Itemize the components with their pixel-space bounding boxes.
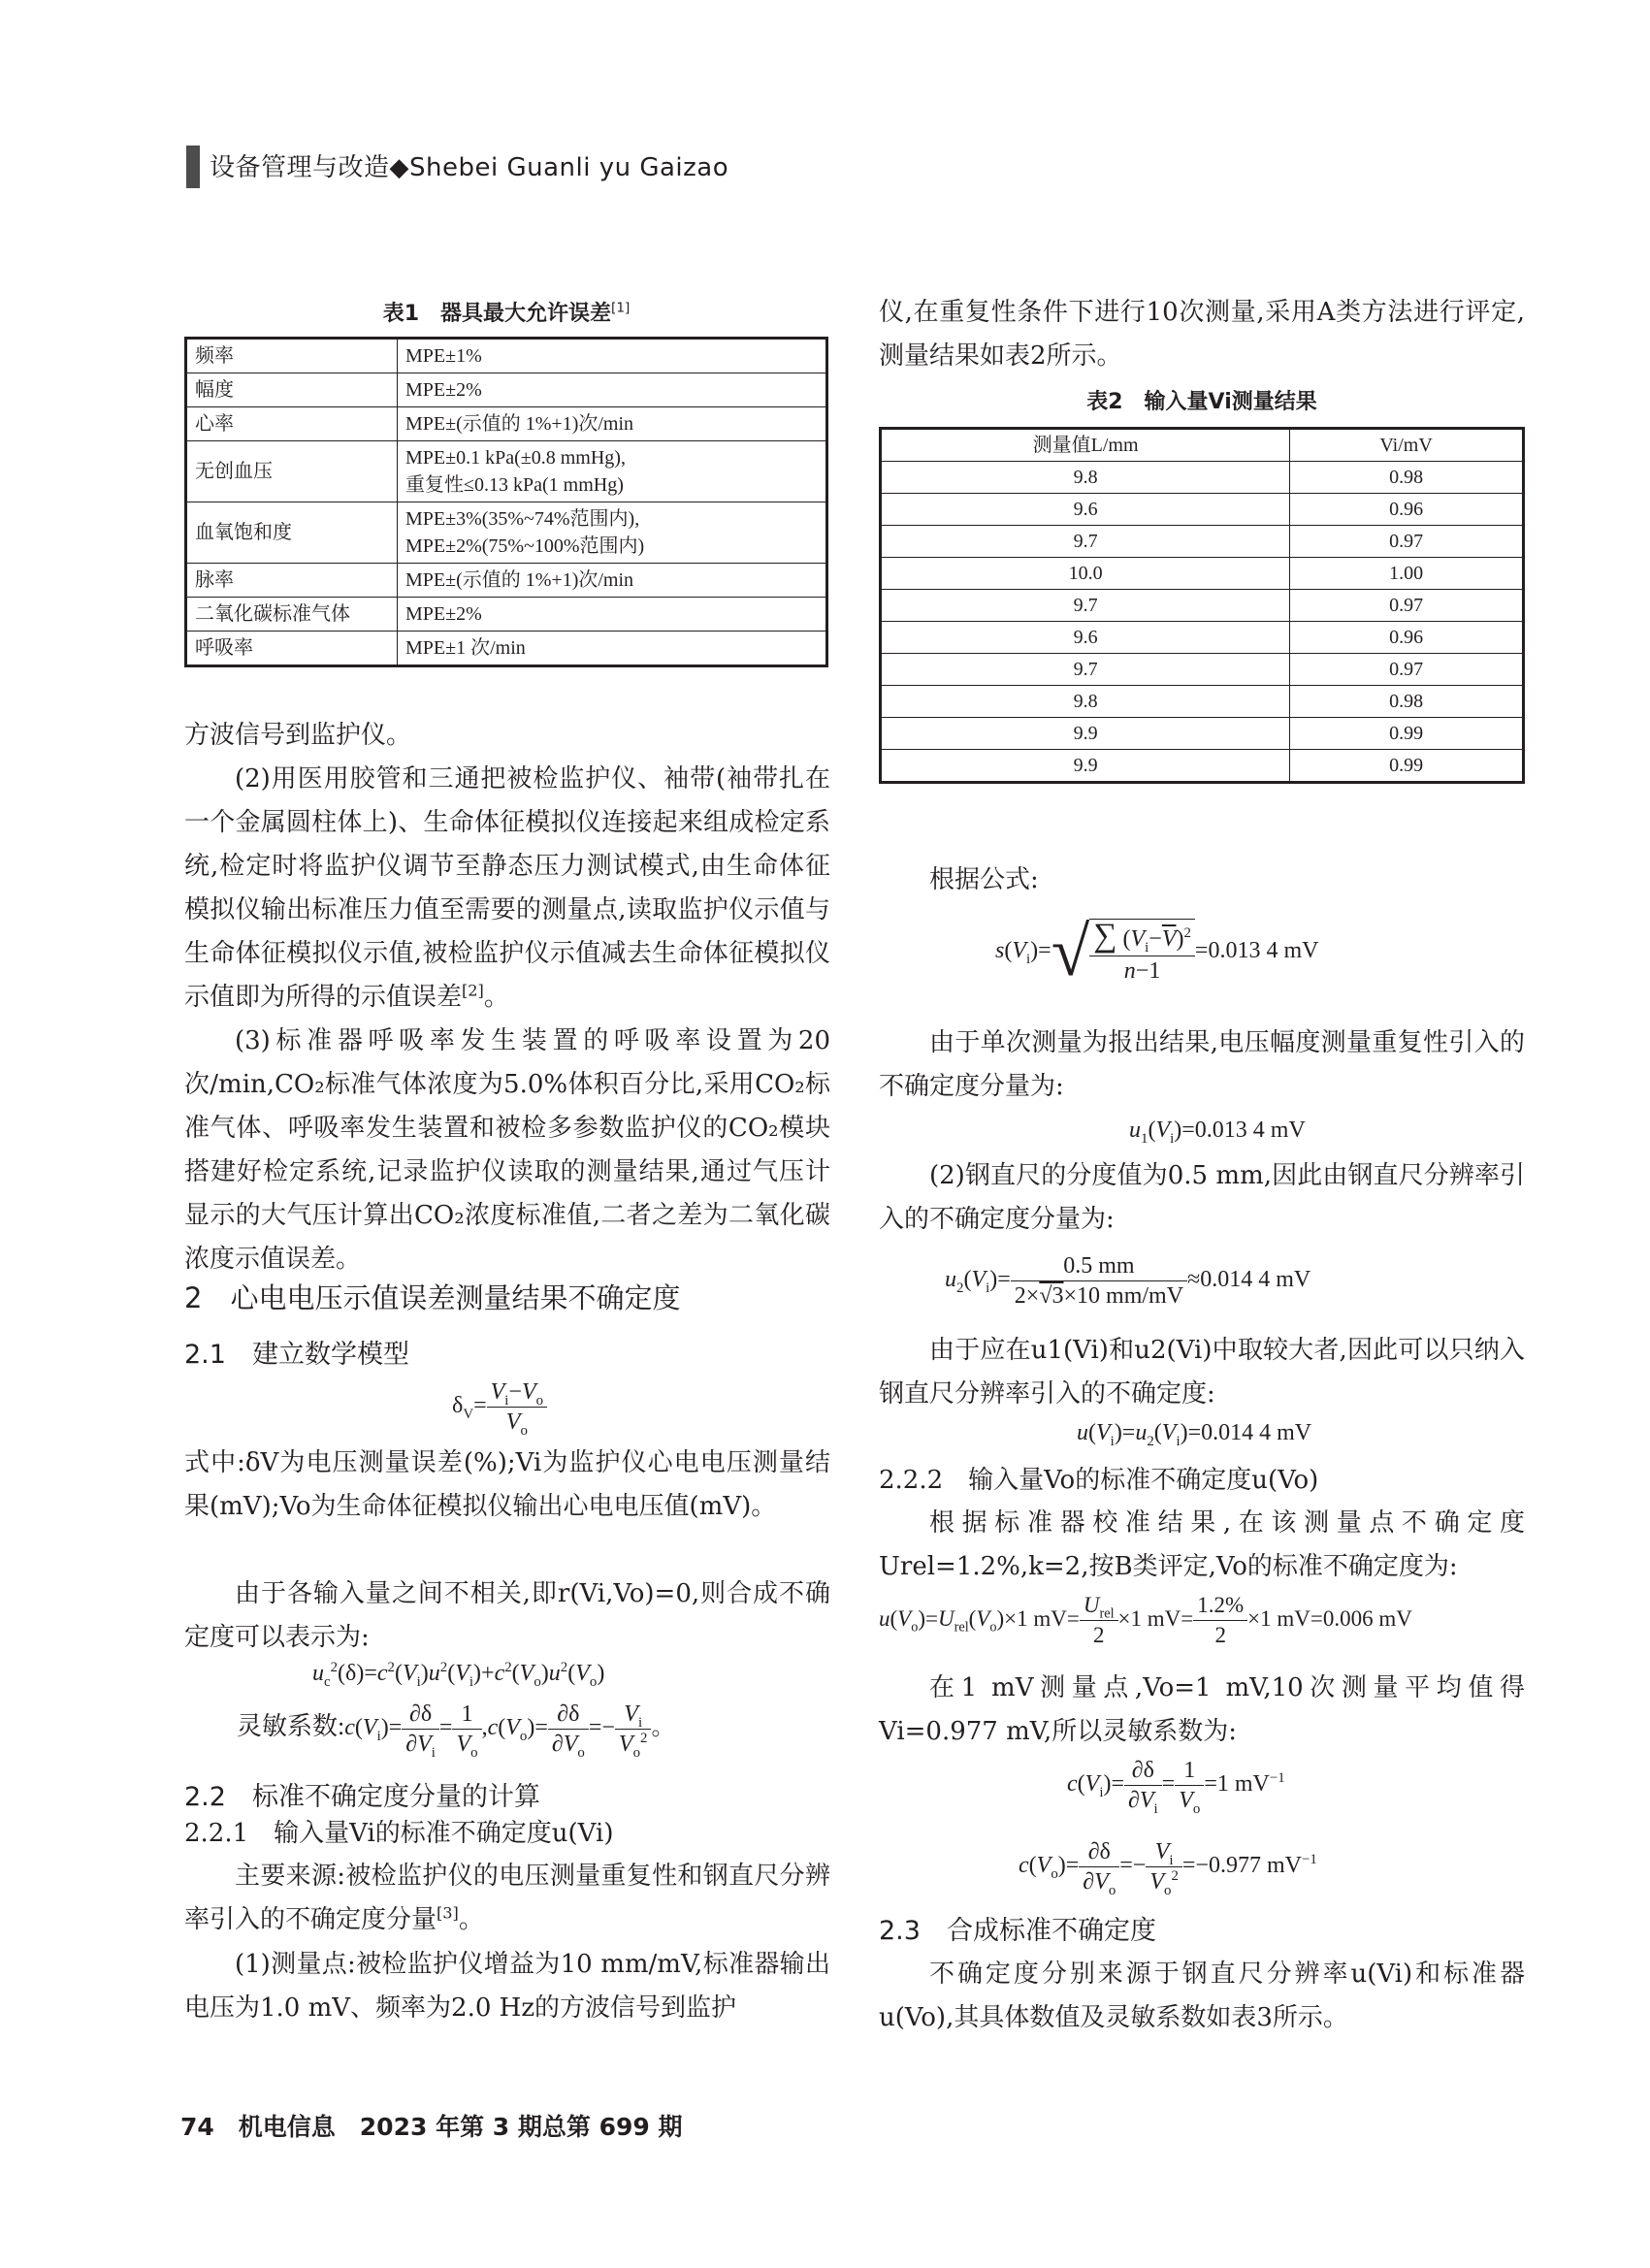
table1-mpe-line: MPE±2% bbox=[405, 603, 482, 625]
table1-item: 心率 bbox=[186, 407, 398, 441]
section-2-3-heading: 2.3 合成标准不确定度 bbox=[879, 1916, 1156, 1946]
table2-cell-l: 9.6 bbox=[881, 622, 1290, 654]
table2-row bbox=[881, 494, 1524, 526]
equation-delta-v: $\delta_V=$ $\frac{V_i-V_o}{V_o}$ bbox=[452, 1377, 547, 1437]
right-p3: 由于单次测量为报出结果,电压幅度测量重复性引入的不确定度分量为: bbox=[879, 1028, 1525, 1101]
table1-mpe-line: MPE±2%(75%~100%范围内) bbox=[405, 535, 645, 557]
section-2-2-2-heading: 2.2.2 输入量Vo的标准不确定度u(Vo) bbox=[879, 1466, 1319, 1495]
table2-cell-l: 10.0 bbox=[881, 558, 1290, 590]
table2-caption: 表2 输入量Vi测量结果 bbox=[1086, 390, 1317, 414]
section-2-2-1-heading: 2.2.1 输入量Vi的标准不确定度u(Vi) bbox=[184, 1819, 614, 1848]
table2-cell-l: 9.7 bbox=[881, 654, 1290, 686]
table1-mpe bbox=[398, 373, 827, 407]
table2 bbox=[879, 427, 1525, 784]
table1 bbox=[184, 337, 828, 667]
table2-cell-l: 9.7 bbox=[881, 526, 1290, 558]
table2-cell-l: 9.9 bbox=[881, 718, 1290, 750]
table1-mpe bbox=[398, 339, 827, 373]
section-2-1-heading: 2.1 建立数学模型 bbox=[184, 1340, 409, 1370]
table1-item: 二氧化碳标准气体 bbox=[186, 598, 398, 632]
table1-caption: 表1 器具最大允许误差[1] bbox=[382, 300, 631, 326]
right-p1: 仪,在重复性条件下进行10次测量,采用A类方法进行评定,测量结果如表2所示。 bbox=[879, 298, 1525, 371]
table1-row bbox=[186, 407, 827, 441]
table1-row bbox=[186, 598, 827, 632]
left-p6: 主要来源:被检监护仪的电压测量重复性和钢直尺分辨率引入的不确定度分量[3]。 bbox=[184, 1862, 830, 1934]
table1-item: 血氧饱和度 bbox=[186, 502, 398, 564]
table2-header-l: 测量值L/mm bbox=[881, 429, 1290, 462]
equation-u1: $u_1(V_i)=0.013$ 4 mV bbox=[1129, 1118, 1306, 1147]
header-bar bbox=[186, 146, 200, 188]
table2-cell-v: 0.98 bbox=[1290, 686, 1524, 718]
table1-mpe-line: 重复性≤0.13 kPa(1 mmHg) bbox=[405, 474, 624, 496]
table2-cell-l: 9.9 bbox=[881, 750, 1290, 783]
table2-cell-v: 0.97 bbox=[1290, 654, 1524, 686]
table2-row bbox=[881, 526, 1524, 558]
table2-cell-l: 9.7 bbox=[881, 590, 1290, 622]
equation-u-vo: $u(V_o)=U_{rel}(V_o)\times 1$ mV= $\frac{U_{rel}}{2}$ ×1 mV= $\frac{1.2\%}{2}$ ×1 mV=0.006 mV bbox=[879, 1593, 1412, 1647]
table1-item: 呼吸率 bbox=[186, 632, 398, 666]
right-p8: 不确定度分别来源于钢直尺分辨率u(Vi)和标准器u(Vo),其具体数值及灵敏系数如表3所示。 bbox=[879, 1960, 1525, 2032]
table2-header-v: Vi/mV bbox=[1290, 429, 1524, 462]
table2-cell-v: 0.97 bbox=[1290, 526, 1524, 558]
table1-mpe-line: MPE±(示值的 1%+1)次/min bbox=[405, 413, 634, 435]
table2-row bbox=[881, 686, 1524, 718]
table1-row bbox=[186, 564, 827, 598]
left-p1: 方波信号到监护仪。 bbox=[184, 721, 412, 750]
left-p3: (3)标准器呼吸率发生装置的呼吸率设置为20次/min,CO₂标准气体浓度为5.0%体积百分比,采用CO₂标准气体、呼吸率发生装置和被检多参数监护仪的CO₂模块搭建好检定系统,记录监护仪读取的测量结果,通过气压计显示的大气压计算出CO₂浓度标准值,二者之差为二氧化碳浓度示值误差。 bbox=[184, 1026, 830, 1274]
right-p6: 根据标准器校准结果,在该测量点不确定度Urel=1.2%,k=2,按B类评定,Vo的标准不确定度为: bbox=[879, 1508, 1525, 1581]
page-footer: 74 机电信息 2023 年第 3 期总第 699 期 bbox=[180, 2113, 683, 2141]
left-p7: (1)测量点:被检监护仪增益为10 mm/mV,标准器输出电压为1.0 mV、频率为2.0 Hz的方波信号到监护 bbox=[184, 1950, 830, 2023]
table1-mpe bbox=[398, 441, 827, 502]
table1-mpe bbox=[398, 632, 827, 666]
table2-cell-l: 9.8 bbox=[881, 686, 1290, 718]
right-p4: (2)钢直尺的分度值为0.5 mm,因此由钢直尺分辨率引入的不确定度分量为: bbox=[879, 1161, 1525, 1234]
table2-cell-l: 9.6 bbox=[881, 494, 1290, 526]
table1-row bbox=[186, 373, 827, 407]
table2-row bbox=[881, 558, 1524, 590]
equation-u: $u(V_i)=u_2(V_i)=0.014$ 4 mV bbox=[1077, 1420, 1312, 1449]
equation-c-vi: $c(V_i)=$ $\frac{\partial\delta}{\partial V_i}$ = $\frac{1}{V_o}$ =1 $mV^{-1}$ bbox=[1067, 1758, 1285, 1817]
table2-row bbox=[881, 590, 1524, 622]
table2-cell-v: 0.96 bbox=[1290, 494, 1524, 526]
table1-item: 频率 bbox=[186, 339, 398, 373]
table1-mpe-line: MPE±2% bbox=[405, 379, 482, 401]
table1-item: 无创血压 bbox=[186, 441, 398, 502]
table1-mpe-line: MPE±0.1 kPa(±0.8 mmHg), bbox=[405, 447, 626, 469]
table2-cell-v: 0.99 bbox=[1290, 718, 1524, 750]
table2-cell-l: 9.8 bbox=[881, 462, 1290, 494]
table1-item: 幅度 bbox=[186, 373, 398, 407]
section-2-2-heading: 2.2 标准不确定度分量的计算 bbox=[184, 1782, 540, 1812]
table1-mpe bbox=[398, 598, 827, 632]
table1-mpe bbox=[398, 564, 827, 598]
equation-u2: $u_2(V_i)=$ $\frac{0.5 mm}{2\times√3\times 10 mm/mV}$ ≈0.014 4 mV bbox=[945, 1253, 1311, 1309]
table1-mpe-line: MPE±1 次/min bbox=[405, 637, 526, 659]
equation-c-vo: $c(V_o)=$ $\frac{\partial\delta}{\partial V_o}$ =− $\frac{V_i}{V_o^2}$ =−0.977 $mV^{-1}$ bbox=[1019, 1839, 1317, 1898]
table1-row bbox=[186, 441, 827, 502]
right-p7: 在1 mV测量点,Vo=1 mV,10次测量平均值得Vi=0.977 mV,所以灵敏系数为: bbox=[879, 1673, 1525, 1746]
left-p2: (2)用医用胶管和三通把被检监护仪、袖带(袖带扎在一个金属圆柱体上)、生命体征模拟仪连接起来组成检定系统,检定时将监护仪调节至静态压力测试模式,由生命体征模拟仪输出标准压力值至需要的测量点,读取监护仪示值与生命体征模拟仪示值,被检监护仪示值减去生命体征模拟仪示值即为所得的示值误差[2]。 bbox=[184, 764, 830, 1012]
right-p5: 由于应在u1(Vi)和u2(Vi)中取较大者,因此可以只纳入钢直尺分辨率引入的不确定度: bbox=[879, 1336, 1525, 1409]
table1-mpe-line: MPE±(示值的 1%+1)次/min bbox=[405, 569, 634, 591]
table2-cell-v: 0.96 bbox=[1290, 622, 1524, 654]
table2-row bbox=[881, 622, 1524, 654]
left-p5: 由于各输入量之间不相关,即r(Vi,Vo)=0,则合成不确定度可以表示为: bbox=[184, 1579, 830, 1652]
table1-mpe-line: MPE±3%(35%~74%范围内), bbox=[405, 508, 640, 530]
table1-item: 脉率 bbox=[186, 564, 398, 598]
table2-row bbox=[881, 750, 1524, 783]
table1-row bbox=[186, 632, 827, 666]
table1-mpe bbox=[398, 407, 827, 441]
table2-cell-v: 0.97 bbox=[1290, 590, 1524, 622]
table2-row bbox=[881, 462, 1524, 494]
table2-cell-v: 1.00 bbox=[1290, 558, 1524, 590]
section-2-heading: 2 心电电压示值误差测量结果不确定度 bbox=[184, 1281, 681, 1314]
equation-combined-uncertainty: $u_c^2(\delta)=c^2(V_i)u^2(V_i)+c^2(V_o)u^2(V_o)$ bbox=[312, 1660, 605, 1690]
right-p2: 根据公式: bbox=[929, 865, 1039, 894]
equation-sensitivity: 灵敏系数$:c(V_i)=$ $\frac{\partial\delta}{\partial V_i}$ = $\frac{1}{V_o}$ $,c(V_o)=$ $\frac{\partial\delta}{\partial V_o}$ =− $\frac{V_i}{V_o^2}$ 。 bbox=[237, 1701, 675, 1761]
equation-std-dev: $s(V_i)=√$ $\frac{\sum (V_i-\overline{V})^2}{n-1}$ =0.013 4 mV bbox=[995, 913, 1319, 990]
left-p4: 式中:δV为电压测量误差(%);Vi为监护仪心电电压测量结果(mV);Vo为生命体征模拟仪输出心电电压值(mV)。 bbox=[184, 1448, 830, 1521]
table2-cell-v: 0.98 bbox=[1290, 462, 1524, 494]
journal-header: 设备管理与改造◆Shebei Guanli yu Gaizao bbox=[210, 153, 729, 182]
table2-row bbox=[881, 654, 1524, 686]
table1-row bbox=[186, 502, 827, 564]
table1-mpe-line: MPE±1% bbox=[405, 345, 482, 367]
table2-cell-v: 0.99 bbox=[1290, 750, 1524, 783]
table1-mpe bbox=[398, 502, 827, 564]
table1-row bbox=[186, 339, 827, 373]
table2-row bbox=[881, 718, 1524, 750]
